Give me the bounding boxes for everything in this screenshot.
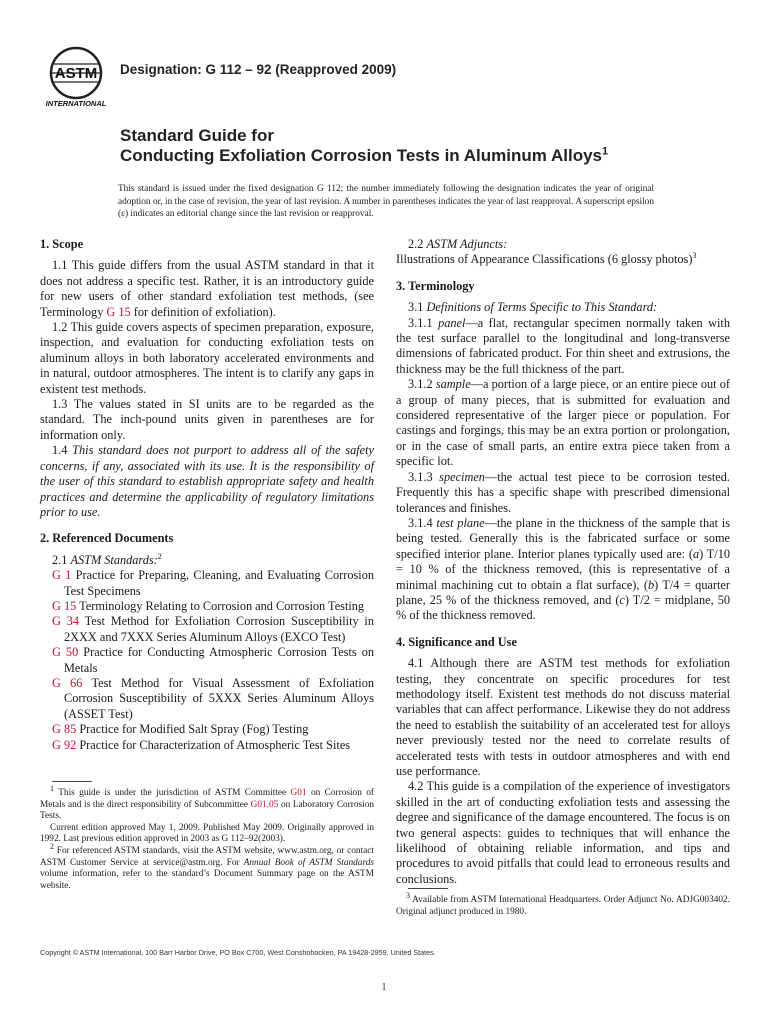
copyright-line: Copyright © ASTM International, 100 Barr Harbor Drive, PO Box C700, West Conshohocken, PA 19428-2959, United States. — [40, 948, 436, 957]
footnote-1 — [40, 783, 375, 823]
reference-code-link[interactable]: G 1 — [52, 568, 72, 583]
title-main: Conducting Exfoliation Corrosion Tests in Aluminum Alloys — [120, 146, 602, 165]
link-g01-05[interactable]: G01.05 — [250, 799, 279, 810]
section-scope-heading: 1. Scope — [40, 237, 84, 251]
footnote-rule — [52, 781, 92, 782]
footnote-mark-3: 3 — [692, 251, 697, 261]
para-2-1-text: ASTM Standards: — [70, 552, 158, 567]
para-4-2: 4.2 This guide is a compilation of the experience of investigators skilled in the art of conducting exfoliation tests and assessing the degree and significance of the damage encountered. The focus is on two general aspects: guides to techniques that will enhance the likelihood of obtaining reliable information, and tips and procedures to avoid pitfalls that could lead to erroneous results and conclusions. — [396, 779, 730, 886]
footnote-1-text-c: on Laboratory Corrosion Tests. — [40, 799, 375, 822]
footnote-3-mark: 3 — [406, 890, 410, 900]
para-3-1-num: 3.1 — [408, 300, 427, 315]
reference-item — [40, 738, 374, 753]
letter-c: c — [619, 592, 625, 607]
para-3-1-4-text-d: ) T/2 = midplane, 50 % of the thickness removed. — [396, 592, 730, 623]
reference-code-link[interactable]: G 15 — [52, 598, 77, 613]
footnote-3 — [396, 890, 730, 918]
page-number: 1 — [381, 982, 387, 993]
reference-item — [40, 722, 374, 737]
title-line-1: Standard Guide for — [120, 126, 274, 145]
para-3-1 — [396, 300, 730, 315]
para-1-1 — [40, 258, 374, 320]
reference-item — [40, 599, 374, 614]
para-3-1-3-text: —the actual test piece to be corrosion tested. Frequently this has a specific shape with prescribed dimensional tolerances and finishes. — [396, 469, 730, 515]
right-footnotes — [396, 888, 730, 918]
para-3-1-3-num: 3.1.3 — [408, 469, 440, 484]
reference-code-link[interactable]: G 50 — [52, 645, 79, 660]
link-g01[interactable]: G01 — [290, 788, 307, 798]
para-2-2 — [396, 237, 730, 252]
footnote-3-text: Available from ASTM International Headquarters. Order Adjunct No. ADJG003402. Original adjunct produced in 1980. — [396, 895, 730, 917]
para-1-4 — [40, 443, 374, 520]
reference-title: Terminology Relating to Corrosion and Corrosion Testing — [79, 598, 365, 613]
term-sample: sample — [435, 377, 471, 392]
astm-logo — [40, 46, 112, 110]
title-block — [120, 126, 608, 166]
para-3-1-4-text-b: ) T/10 = 10 % of the thickness removed, (this is representative of a minimal machining cut to obtain a flat surface), ( — [396, 546, 730, 592]
footnote-2-italic: Annual Book of ASTM Standards — [243, 857, 374, 868]
left-column — [40, 237, 374, 892]
ref-link-g15[interactable]: G 15 — [106, 304, 131, 319]
term-panel: panel — [438, 315, 466, 330]
para-3-1-4-text-a: —the plane in the thickness of the sample that is being tested. Generally this is the fabricated surface or some specified interior plane. Interior planes typically used are: ( — [396, 515, 730, 561]
para-1-1-text-end: for definition of exfoliation). — [130, 304, 276, 319]
para-1-4-text: This standard does not purport to address all of the safety concerns, if any, associated with its use. It is the responsibility of the user of this standard to establish appropriate safety and health practices and determine the applicability of regulatory limitations prior to use. — [40, 443, 374, 519]
section-refdocs-heading: 2. Referenced Documents — [40, 531, 174, 546]
designation: Designation: G 112 – 92 (Reapproved 2009) — [120, 62, 397, 77]
reference-title: Practice for Modified Salt Spray (Fog) Testing — [79, 722, 309, 737]
adjunct-item — [396, 252, 730, 267]
para-2-1-num: 2.1 — [52, 552, 71, 567]
logo-text: ASTM — [54, 65, 98, 82]
para-3-1-3 — [396, 470, 730, 516]
para-3-1-text: Definitions of Terms Specific to This Standard: — [426, 300, 658, 315]
para-3-1-1-num: 3.1.1 — [408, 315, 439, 330]
para-3-1-1-text: —a flat, rectangular specimen normally taken with the test surface parallel to the longitudinal and long-transverse dimensions of fabricated product. For thin sheet and extrusions, the thickness may be the full thickness of the part. — [396, 315, 730, 376]
para-2-1 — [40, 553, 374, 568]
para-3-1-1 — [396, 316, 730, 378]
section-significance-heading: 4. Significance and Use — [396, 634, 517, 649]
footnote-2-text: For referenced ASTM standards, visit the ASTM website, www.astm.org, or contact ASTM Customer Service at service@astm.org. For — [40, 845, 374, 868]
para-2-2-num: 2.2 — [408, 237, 427, 251]
para-2-2-text: ASTM Adjuncts: — [426, 237, 508, 251]
para-1-1-text: 1.1 This guide differs from the usual ASTM standard in that it does not address a specific test. Rather, it is an introductory guide for new users of other standard exfoliation test methods, (see Terminology — [40, 258, 374, 319]
reference-code-link[interactable]: G 66 — [52, 675, 83, 690]
para-4-1: 4.1 Although there are ASTM test methods for exfoliation testing, they concentrate on specific procedures for test methodology itself. Existent test methods do not discuss material variables that can affect performance. Likewise they do not address the need to establish the suitability of an accelerated test for alloys never previously tested nor the need to correlate results of accelerated tests with tests in outdoor atmospheres and with end use performance. — [396, 656, 730, 778]
reference-title: Test Method for Exfoliation Corrosion Susceptibility in 2XXX and 7XXX Series Aluminum Alloys (EXCO Test) — [64, 614, 374, 644]
footnote-rule-right — [408, 888, 448, 889]
para-3-1-2-num: 3.1.2 — [408, 377, 436, 392]
para-3-1-2-text: —a portion of a large piece, or an entire piece out of a group of many pieces, that is submitted for evaluation and considered representative of the larger piece or population. For castings and forgings, this may be an extra portion or prolongation, or in the case of small parts, an entire extra piece taken from a specific lot. — [396, 377, 731, 469]
letter-b: b — [647, 577, 655, 592]
reference-item — [40, 676, 374, 722]
reference-title: Practice for Characterization of Atmospheric Test Sites — [79, 737, 351, 752]
reference-code-link[interactable]: G 85 — [52, 722, 77, 737]
reference-item — [40, 614, 374, 645]
footnote-1-mark: 1 — [50, 783, 54, 793]
footnote-1-text-b: on Corrosion of Metals and is the direct responsibility of Subcommittee — [40, 788, 374, 810]
para-3-1-4-num: 3.1.4 — [408, 515, 437, 530]
term-specimen: specimen — [439, 469, 485, 484]
section-terminology-heading: 3. Terminology — [396, 278, 475, 293]
logo-subtext: INTERNATIONAL — [45, 99, 107, 108]
para-3-1-4-text-c: ) T/4 = quarter plane, 25 % of the thickness removed, and ( — [396, 577, 730, 607]
letter-a: a — [692, 546, 700, 561]
standard-notice: This standard is issued under the fixed designation G 112; the number immediately following the designation indicates the year of original adoption or, in the case of revision, the year of last revision. A number in parentheses indicates the year of last reapproval. A superscript epsilon (ε) indicates an editorial change since the last revision or reapproval. — [118, 184, 654, 219]
reference-title: Test Method for Visual Assessment of Exfoliation Corrosion Susceptibility of 5XXX Series Aluminum Alloys (ASSET Test) — [64, 675, 374, 721]
reference-code-link[interactable]: G 92 — [52, 737, 77, 752]
para-3-1-4 — [396, 516, 730, 624]
para-1-4-num: 1.4 — [52, 443, 73, 458]
para-3-1-2 — [396, 377, 730, 469]
astm-logo-icon — [40, 46, 112, 110]
footnote-1-edition: Current edition approved May 1, 2009. Published May 2009. Originally approved in 1992. Last previous edition approved in 2003 as G 112–92(2003). — [40, 822, 374, 845]
title-line-2 — [120, 146, 608, 166]
para-1-2: 1.2 This guide covers aspects of specimen preparation, exposure, inspection, and evaluation for conducting exfoliation tests on aluminum alloys in both laboratory accelerated environments and in natural, outdoor atmospheres. The intent is to clarify any gaps in existent test methods. — [40, 320, 374, 396]
reference-code-link[interactable]: G 34 — [52, 614, 79, 629]
reference-item — [40, 568, 374, 599]
term-test-plane: test plane — [436, 515, 485, 530]
reference-title: Practice for Conducting Atmospheric Corrosion Tests on Metals — [64, 645, 374, 675]
adjunct-text: Illustrations of Appearance Classifications (6 glossy photos) — [396, 252, 693, 267]
reference-item — [40, 645, 374, 676]
footnote-mark-2: 2 — [157, 551, 162, 561]
para-1-3: 1.3 The values stated in SI units are to be regarded as the standard. The inch-pound units given in parentheses are for information only. — [40, 397, 374, 442]
footnote-2-text-b: volume information, refer to the standard’s Document Summary page on the ASTM website. — [40, 869, 374, 891]
reference-list — [40, 568, 374, 753]
right-column — [396, 237, 730, 887]
footnote-2-mark: 2 — [50, 841, 54, 851]
footnote-1-text: This guide is under the jurisdiction of ASTM Committee — [54, 788, 291, 798]
title-footnote-mark: 1 — [602, 145, 609, 158]
footnote-2 — [40, 841, 374, 892]
reference-title: Practice for Preparing, Cleaning, and Evaluating Corrosion Test Specimens — [64, 568, 374, 598]
